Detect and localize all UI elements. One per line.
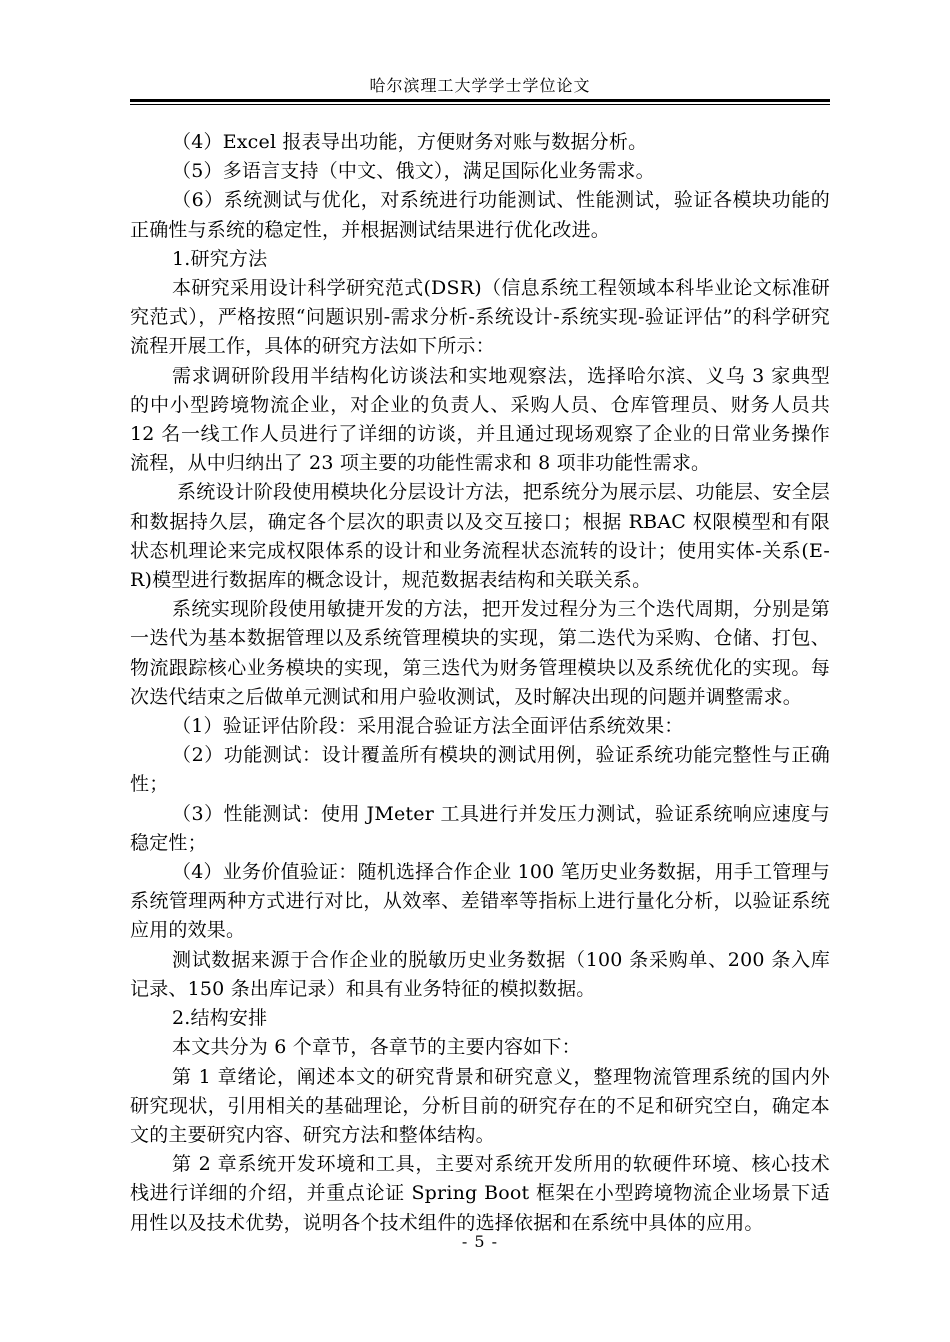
paragraph: 系统设计阶段使用模块化分层设计方法，把系统分为展示层、功能层、安全层和数据持久层，确定各个层次的职责以及交互接口；根据 RBAC 权限模型和有限状态机理论来完成权限体系的设计和业务流程状态流转的设计；使用实体-关系(E-R)模型进行数据库的概念设计，规范数据表结构和关联关系。 [130, 481, 830, 592]
page-number: - 5 - [461, 1232, 499, 1251]
page-body [130, 128, 830, 1238]
paragraph: 第 1 章绪论，阐述本文的研究背景和研究意义，整理物流管理系统的国内外研究现状，引用相关的基础理论，分析目前的研究存在的不足和研究空白，确定本文的主要研究内容、研究方法和整体结构。 [130, 1065, 830, 1146]
paragraph: （2）功能测试：设计覆盖所有模块的测试用例，验证系统功能完整性与正确性； [130, 744, 830, 796]
paragraph: 测试数据来源于合作企业的脱敏历史业务数据（100 条采购单、200 条入库记录、150 条出库记录）和具有业务特征的模拟数据。 [130, 948, 830, 1000]
page-header: 哈尔滨理工大学学士学位论文 [369, 76, 591, 95]
paragraph: （5）多语言支持（中文、俄文），满足国际化业务需求。 [172, 160, 655, 183]
paragraph: 本研究采用设计科学研究范式(DSR)（信息系统工程领域本科毕业论文标准研究范式），严格按照“问题识别-需求分析-系统设计-系统实现-验证评估”的科学研究流程开展工作，具体的研究方法如下所示： [130, 277, 830, 358]
header-rule-thin [130, 104, 830, 105]
paragraph: （4）业务价值验证：随机选择合作企业 100 笔历史业务数据，用手工管理与系统管理两种方式进行对比，从效率、差错率等指标上进行量化分析，以验证系统应用的效果。 [130, 861, 830, 942]
section-heading: 1.研究方法 [172, 247, 268, 270]
header-rule-thick [130, 99, 830, 102]
paragraph: 系统实现阶段使用敏捷开发的方法，把开发过程分为三个迭代周期，分别是第一迭代为基本数据管理以及系统管理模块的实现，第二迭代为采购、仓储、打包、物流跟踪核心业务模块的实现，第三迭代为财务管理模块以及系统优化的实现。每次迭代结束之后做单元测试和用户验收测试，及时解决出现的问题并调整需求。 [130, 598, 830, 708]
paragraph: （1）验证评估阶段：采用混合验证方法全面评估系统效果： [172, 715, 684, 738]
paragraph: 第 2 章系统开发环境和工具，主要对系统开发所用的软硬件环境、核心技术栈进行详细的介绍，并重点论证 Spring Boot 框架在小型跨境物流企业场景下适用性以及技术优势，说明各个技术组件的选择依据和在系统中具体的应用。 [130, 1153, 830, 1234]
paragraph: 本文共分为 6 个章节，各章节的主要内容如下： [172, 1036, 581, 1059]
paragraph: （4）Excel 报表导出功能，方便财务对账与数据分析。 [172, 131, 648, 153]
paragraph: （6）系统测试与优化，对系统进行功能测试、性能测试，验证各模块功能的正确性与系统的稳定性，并根据测试结果进行优化改进。 [130, 189, 830, 241]
paragraph: 需求调研阶段用半结构化访谈法和实地观察法，选择哈尔滨、义乌 3 家典型的中小型跨境物流企业，对企业的负责人、采购人员、仓库管理员、财务人员共 12 名一线工作人员进行了详细的访谈，并且通过现场观察了企业的日常业务操作流程，从中归纳出了 23 项主要的功能性需求和 8 项非功能性需求。 [130, 364, 830, 475]
paragraph: （3）性能测试：使用 JMeter 工具进行并发压力测试，验证系统响应速度与稳定性； [130, 802, 830, 854]
section-heading: 2.结构安排 [172, 1007, 268, 1030]
